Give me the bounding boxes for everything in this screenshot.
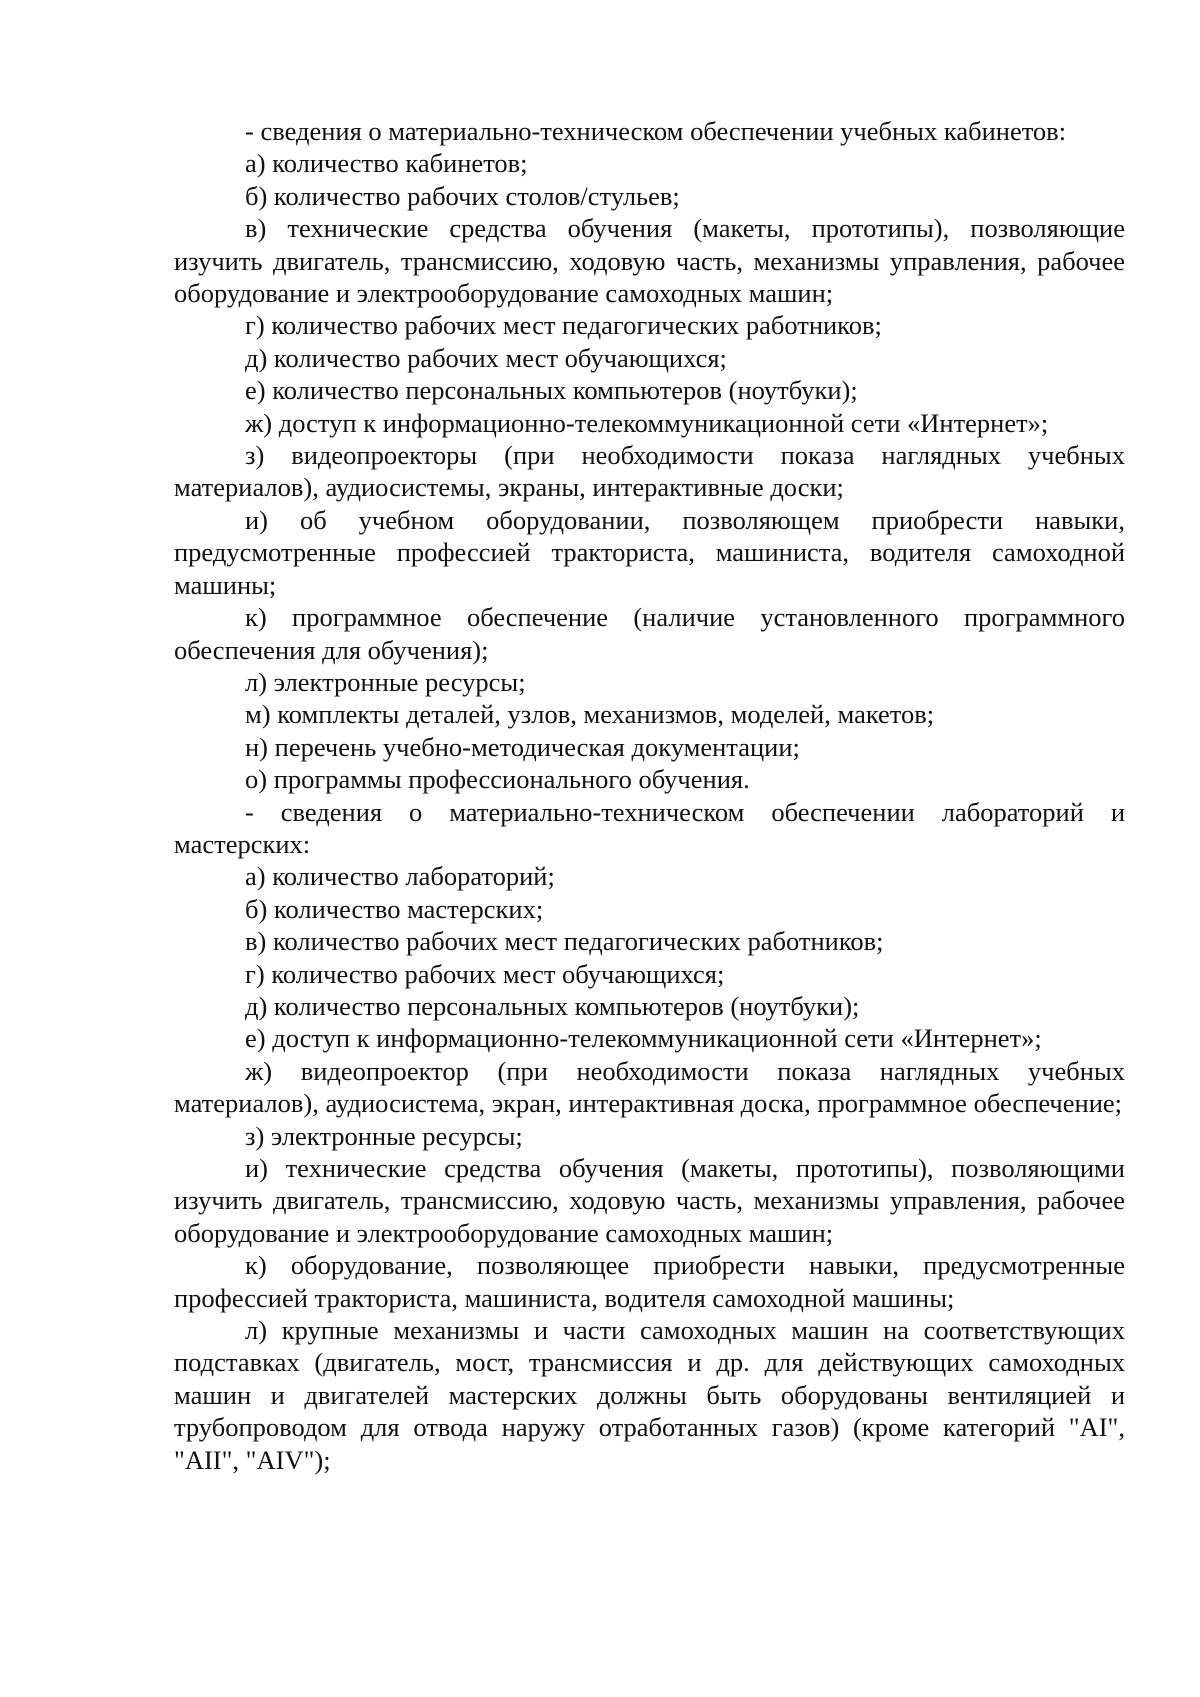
section-heading-labs-workshops: - сведения о материально-техническом обеспечении лабораторий и мастерских: <box>174 796 1125 859</box>
list-item: а) количество лабораторий; <box>245 861 555 892</box>
list-item: и) об учебном оборудовании, позволяющем приобрести навыки, предусмотренные профессией тракториста, машиниста, водителя самоходной машины; <box>174 504 1125 600</box>
list-item: а) количество кабинетов; <box>245 148 528 179</box>
list-item: е) количество персональных компьютеров (ноутбуки); <box>245 375 858 406</box>
list-item: з) электронные ресурсы; <box>245 1120 523 1151</box>
list-item: н) перечень учебно-методическая документации; <box>245 731 800 762</box>
list-item: ж) видеопроектор (при необходимости показа наглядных учебных материалов), аудиосистема, экран, интерактивная доска, программное обеспечение; <box>174 1055 1125 1119</box>
list-item: е) доступ к информационно-телекоммуникационной сети «Интернет»; <box>245 1023 1042 1054</box>
section-heading-classrooms: - сведения о материально-техническом обеспечении учебных кабинетов: <box>245 116 1067 146</box>
list-item: з) видеопроекторы (при необходимости показа наглядных учебных материалов), аудиосистемы, экраны, интерактивные доски; <box>174 440 1125 503</box>
list-item: б) количество мастерских; <box>245 893 544 924</box>
list-item: в) количество рабочих мест педагогических работников; <box>245 926 884 957</box>
list-item: г) количество рабочих мест педагогических работников; <box>245 310 882 341</box>
list-item: м) комплекты деталей, узлов, механизмов, моделей, макетов; <box>245 699 935 730</box>
list-item: л) крупные механизмы и части самоходных машин на соответствующих подставках (двигатель, мост, трансмиссия и др. для действующих самоходных машин и двигателей мастерских должны быть оборудованы вентиляцией и трубопроводом для отвода наружу отработанных газов) (кроме категорий "AI", "AII", "AIV"); <box>174 1315 1125 1475</box>
list-item: г) количество рабочих мест обучающихся; <box>245 958 725 989</box>
list-item: и) технические средства обучения (макеты, прототипы), позволяющими изучить двигатель, трансмиссию, ходовую часть, механизмы управления, рабочее оборудование и электрооборудование самоходных машин; <box>174 1153 1125 1248</box>
list-item: к) программное обеспечение (наличие установленного программного обеспечения для обучения); <box>174 602 1125 665</box>
list-item: о) программы профессионального обучения. <box>245 764 750 795</box>
document-page <box>174 115 1125 1476</box>
list-item: в) технические средства обучения (макеты, прототипы), позволяющие изучить двигатель, трансмиссию, ходовую часть, механизмы управления, рабочее оборудование и электрооборудование самоходных машин; <box>174 213 1125 309</box>
list-item: ж) доступ к информационно-телекоммуникационной сети «Интернет»; <box>245 407 1049 438</box>
list-item: л) электронные ресурсы; <box>245 666 526 697</box>
list-item: к) оборудование, позволяющее приобрести навыки, предусмотренные профессией тракториста, машиниста, водителя самоходной машины; <box>174 1250 1125 1313</box>
list-item: б) количество рабочих столов/стульев; <box>245 180 680 211</box>
list-item: д) количество рабочих мест обучающихся; <box>245 342 727 373</box>
list-item: д) количество персональных компьютеров (ноутбуки); <box>245 990 860 1021</box>
